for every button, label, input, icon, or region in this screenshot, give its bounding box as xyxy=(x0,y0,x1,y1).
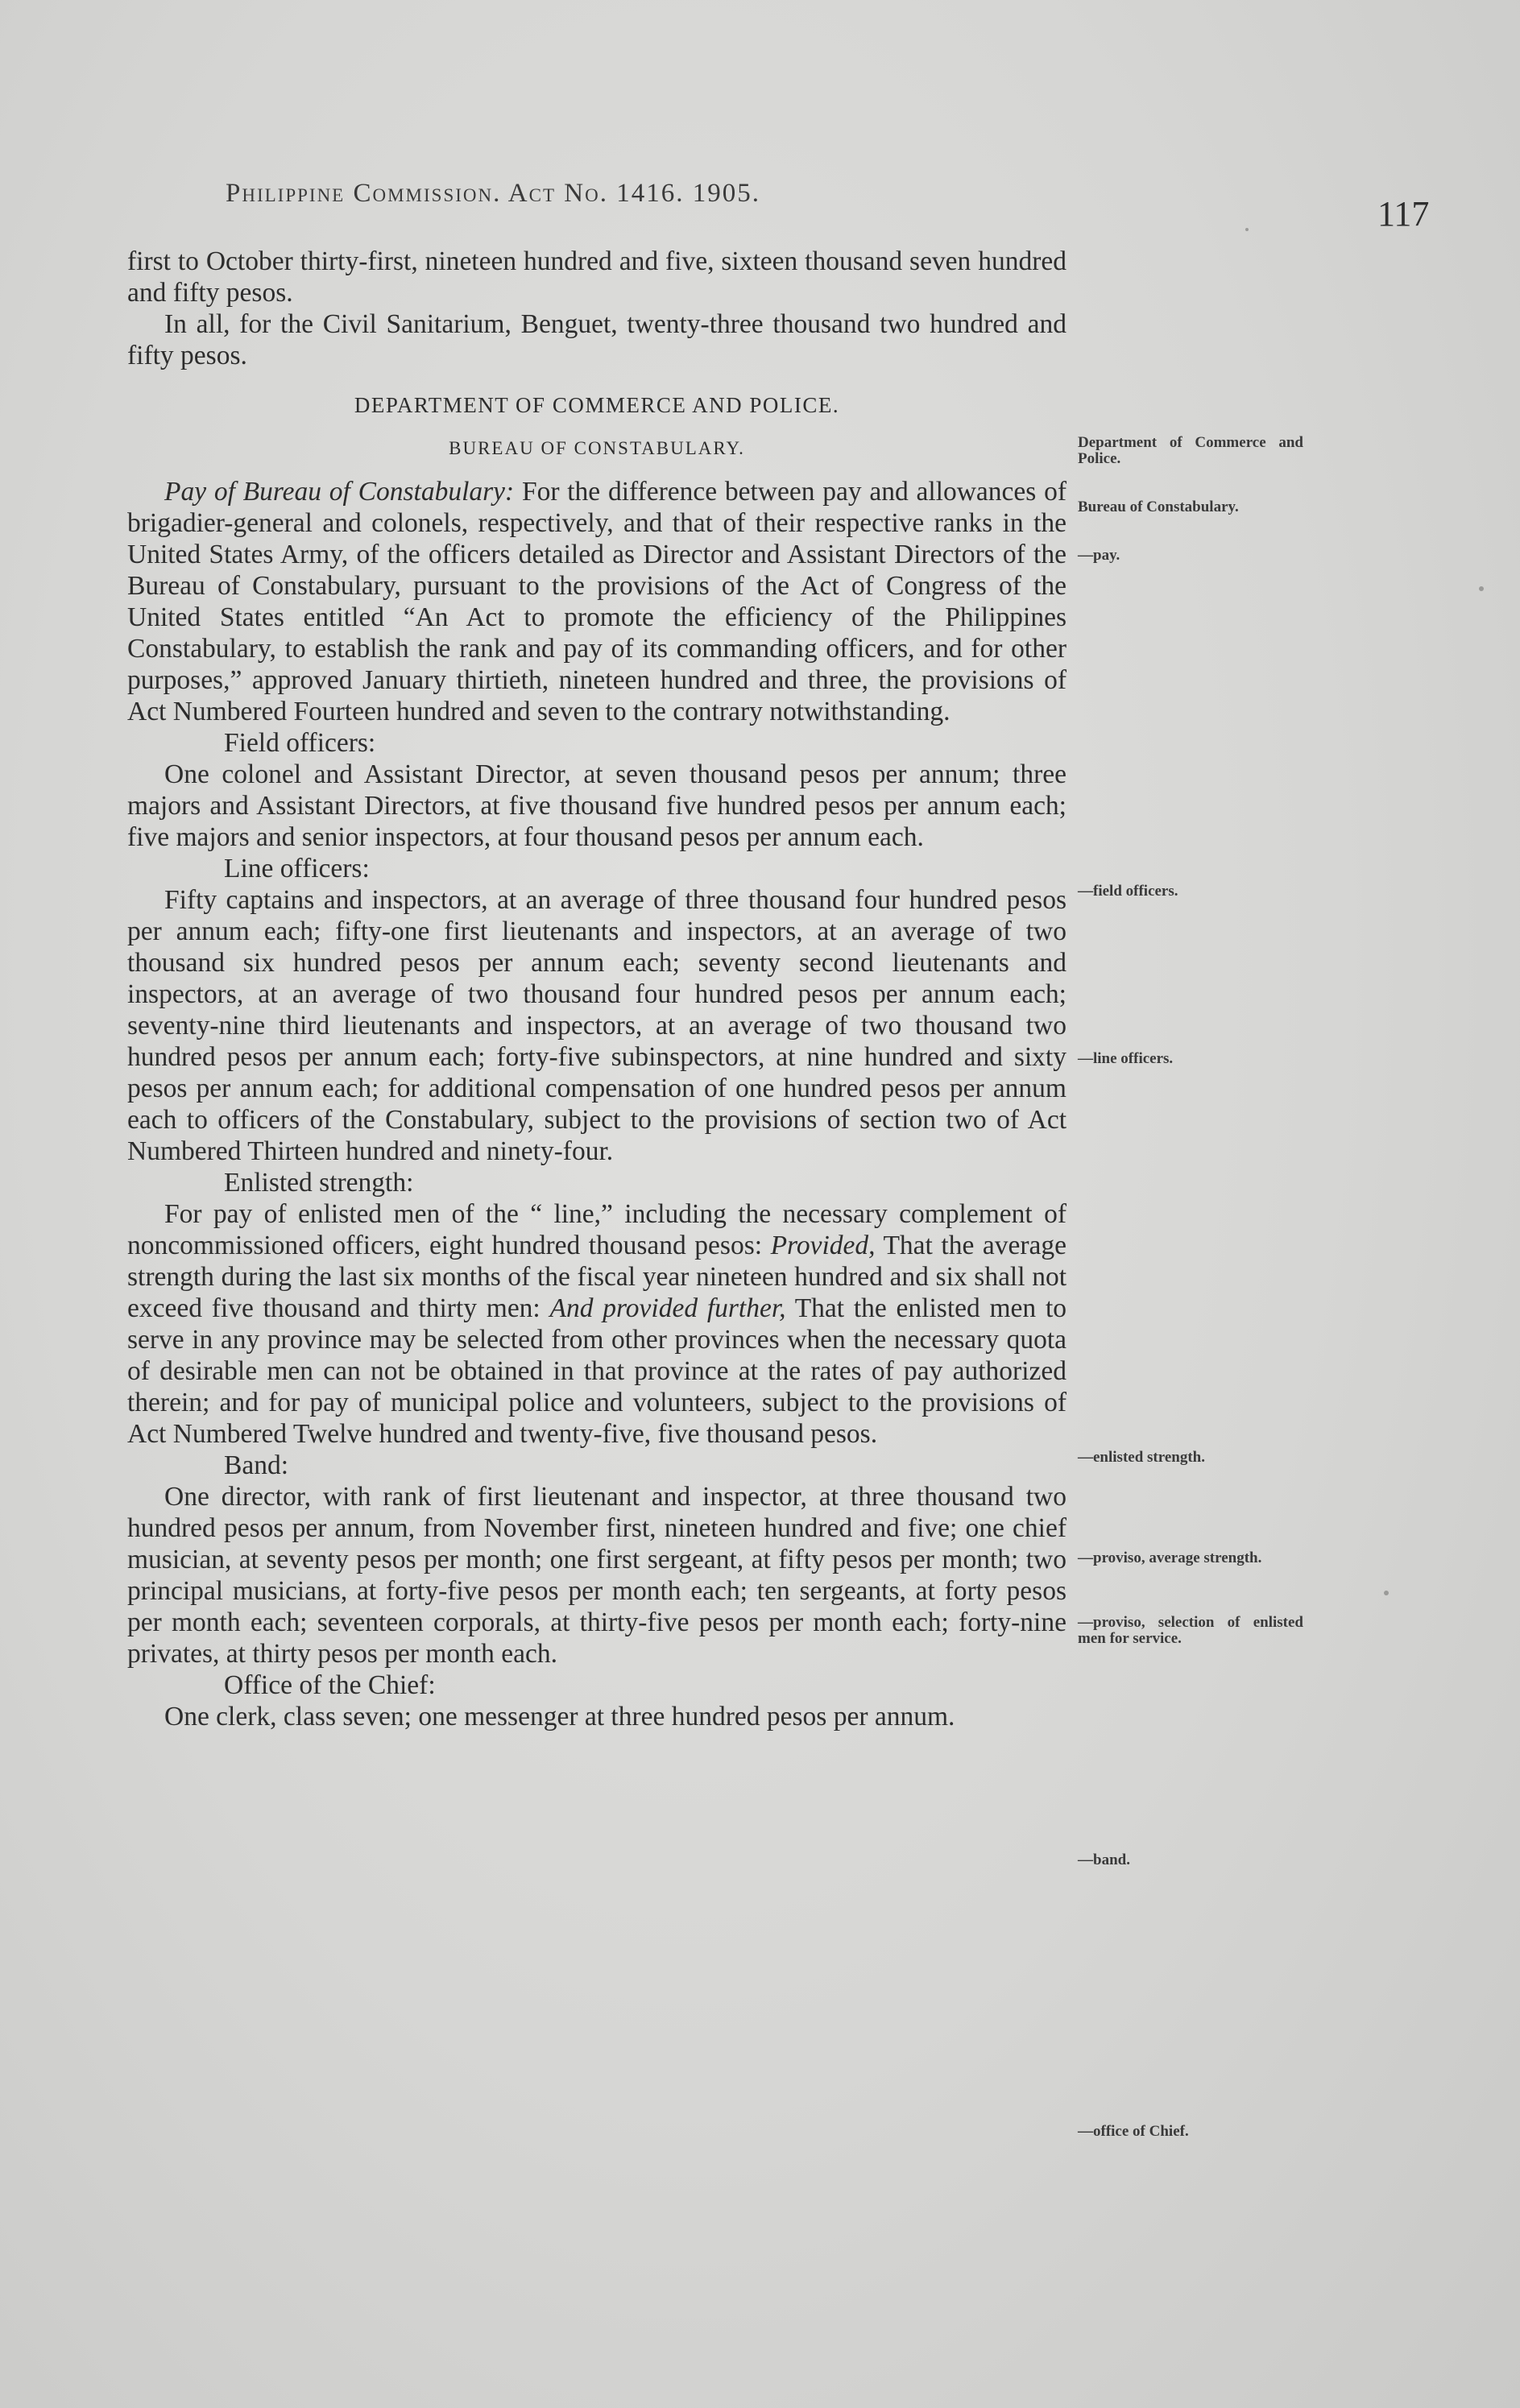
paper-speck xyxy=(1479,586,1484,591)
line-officers-paragraph: Fifty captains and inspectors, at an average of three thousand four hundred pesos per annum each; fifty-one first lieutenants and inspectors, at an average of two thousand six hundred pesos per annum each; seventy second lieutenants and inspectors, at an average of two thousand four hundred pesos per annum each; seventy-nine third lieutenants and inspectors, at an average of two thousand two hundred pesos per annum each; forty-five subinspectors, at nine hundred and sixty pesos per annum each; for additional compensation of one hundred pesos per annum each to officers of the Constabulary, subject to the provisions of section two of Act Numbered Thirteen hundred and ninety-four. xyxy=(127,885,1066,1166)
body-text xyxy=(127,246,1066,1732)
enlisted-provided: Provided, xyxy=(770,1231,876,1260)
page-number: 117 xyxy=(1377,194,1430,234)
enlisted-text-a: For pay of enlisted men of the “ line,” including the necessary complement of noncommissioned officers, eight hundred thousand pesos: xyxy=(127,1199,1066,1260)
paragraph-continued: first to October thirty-first, nineteen hundred and five, sixteen thousand seven hundred and fifty pesos. xyxy=(127,246,1066,308)
margin-note-bureau: Bureau of Constabulary. xyxy=(1078,499,1239,515)
enlisted-strength-label: Enlisted strength: xyxy=(224,1168,414,1198)
field-officers-label: Field officers: xyxy=(224,728,376,758)
pay-text: For the difference between pay and allowances of brigadier-general and colonels, respectively, and that of their respective ranks in the United States Army, of the officers detailed as Director and Assistant Directors of the Bureau of Constabulary, pursuant to the provisions of the Act of Congress of the United States entitled “An Act to promote the efficiency of the Philippines Constabulary, to establish the rank and pay of its commanding officers, and for other purposes,” approved January thirtieth, nineteen hundred and three, the provisions of Act Numbered Fourteen hundred and seven to the contrary notwithstanding. xyxy=(127,477,1066,726)
office-chief-paragraph: One clerk, class seven; one messenger at three hundred pesos per annum. xyxy=(164,1702,955,1732)
paragraph-civil-sanitarium: In all, for the Civil Sanitarium, Benguet, twenty-three thousand two hundred and fifty pesos. xyxy=(127,309,1066,370)
line-officers-label: Line officers: xyxy=(224,854,370,883)
department-heading: DEPARTMENT OF COMMERCE AND POLICE. xyxy=(354,393,840,417)
margin-note-pay: —pay. xyxy=(1078,547,1120,564)
margin-note-field-officers: —field officers. xyxy=(1078,883,1178,900)
pay-lead: Pay of Bureau of Constabulary: xyxy=(164,477,515,507)
margin-note-department: Department of Commerce and Police. xyxy=(1078,434,1303,467)
enlisted-text-c: That the enlisted men to serve in any province may be selected from other provinces when the necessary quota of desirable men can not be obtained in that province at the rates of pay authorized therein; and for pay of municipal police and volunteers, subject to the provisions of Act Numbered Twelve hundred and twenty-five, five thousand pesos. xyxy=(127,1293,1066,1449)
margin-note-line-officers: —line officers. xyxy=(1078,1050,1174,1067)
margin-note-enlisted-strength: —enlisted strength. xyxy=(1078,1449,1205,1466)
bureau-heading: BUREAU OF CONSTABULARY. xyxy=(449,438,745,458)
band-label: Band: xyxy=(224,1450,289,1480)
margin-note-proviso-average: —proviso, average strength. xyxy=(1078,1549,1262,1566)
enlisted-text-b: That the average strength during the last six months of the fiscal year nineteen hundred and six shall not exceed five thousand and thirty men: xyxy=(127,1231,1066,1323)
margin-note-proviso-selection: —proviso, selection of enlisted men for service. xyxy=(1078,1614,1303,1647)
band-paragraph: One director, with rank of first lieutenant and inspector, at three thousand two hundred pesos per annum, from November first, nineteen hundred and five; one chief musician, at seventy pesos per month; one first sergeant, at fifty pesos per month; two principal musicians, at forty-five pesos per month each; ten sergeants, at forty pesos per month each; seventeen corporals, at thirty-five pesos per month each; forty-nine privates, at thirty pesos per month each. xyxy=(127,1482,1066,1669)
office-chief-label: Office of the Chief: xyxy=(224,1670,436,1700)
paper-speck xyxy=(1245,228,1249,231)
paper-speck xyxy=(1384,1591,1389,1595)
enlisted-strength-paragraph xyxy=(127,1198,1066,1450)
margin-note-band: —band. xyxy=(1078,1852,1130,1868)
pay-paragraph xyxy=(127,476,1066,727)
running-head: Philippine Commission. Act No. 1416. 1905. xyxy=(226,179,760,208)
enlisted-provided-further: And provided further, xyxy=(549,1293,786,1323)
field-officers-paragraph: One colonel and Assistant Director, at seven thousand pesos per annum; three majors and Assistant Directors, at five thousand five hundred pesos per annum each; five majors and senior inspectors, at four thousand pesos per annum each. xyxy=(127,759,1066,852)
margin-note-office-chief: —office of Chief. xyxy=(1078,2123,1189,2140)
